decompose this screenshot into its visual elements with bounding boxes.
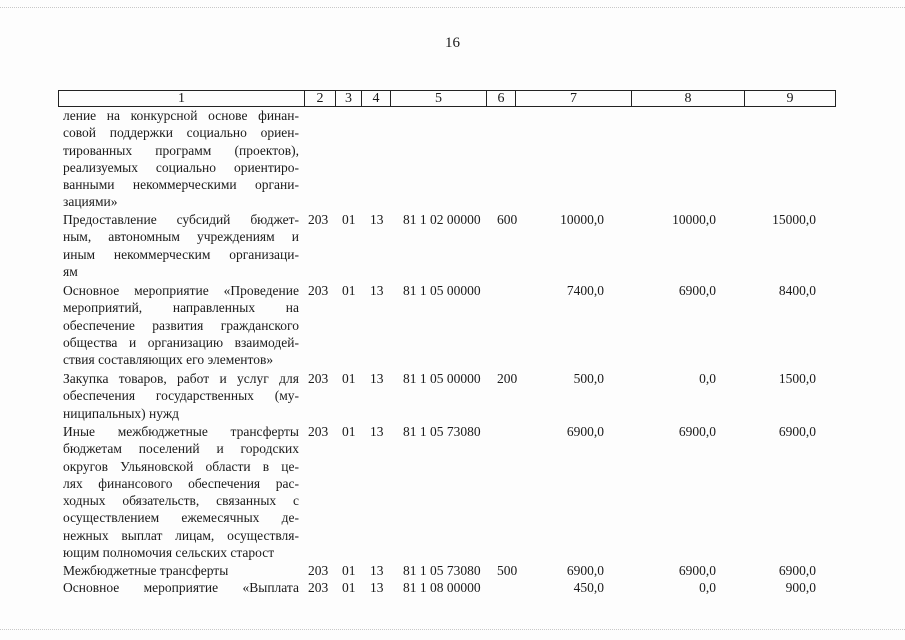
header-col-2: 2 bbox=[305, 91, 336, 107]
description-line: ным, автономным учреждениям и bbox=[63, 229, 299, 245]
header-col-7: 7 bbox=[516, 91, 632, 107]
cell-amount-col8: 6900,0 bbox=[678, 563, 716, 578]
description-line: ходных обязательств, связанных с bbox=[63, 493, 299, 509]
description-line: совой поддержки социально ориен- bbox=[63, 125, 299, 141]
description-line: бюджетам поселений и городских bbox=[63, 441, 299, 457]
cell-target-article: 81 1 05 00000 bbox=[403, 283, 481, 298]
header-col-1: 1 bbox=[59, 91, 305, 107]
cell-amount-col8: 6900,0 bbox=[678, 424, 716, 439]
description-line: тированных программ (проектов), bbox=[63, 142, 299, 158]
description-line: общества и организацию взаимодей- bbox=[63, 334, 299, 350]
header-col-6: 6 bbox=[487, 91, 516, 107]
description-line: Предоставление субсидий бюджет- bbox=[63, 212, 299, 227]
cell-amount-col7: 500,0 bbox=[573, 371, 604, 386]
description-line: округов Ульяновской области в це- bbox=[63, 458, 299, 474]
cell-subsection: 13 bbox=[370, 371, 384, 386]
cell-target-article: 81 1 08 00000 bbox=[403, 580, 481, 595]
header-col-8: 8 bbox=[632, 91, 745, 107]
header-col-5: 5 bbox=[391, 91, 487, 107]
row-description bbox=[63, 423, 299, 561]
cell-subsection: 13 bbox=[370, 563, 384, 578]
header-col-9: 9 bbox=[745, 91, 836, 107]
cell-amount-col7: 10000,0 bbox=[560, 212, 604, 227]
cell-amount-col8: 0,0 bbox=[699, 580, 716, 595]
row-description bbox=[63, 211, 299, 280]
description-line: ствия составляющих его элементов» bbox=[63, 352, 274, 368]
cell-section: 01 bbox=[342, 212, 356, 227]
cell-amount-col7: 7400,0 bbox=[566, 283, 604, 298]
row-description bbox=[63, 370, 299, 422]
description-line: ющим полномочия сельских старост bbox=[63, 545, 275, 561]
description-line: обеспечение развития гражданского bbox=[63, 317, 299, 333]
cell-target-article: 81 1 02 00000 bbox=[403, 212, 481, 227]
cell-section: 01 bbox=[342, 580, 356, 595]
description-line: Закупка товаров, работ и услуг для bbox=[63, 371, 299, 386]
column-header-row bbox=[58, 90, 836, 107]
row-description bbox=[63, 107, 299, 211]
description-line: осуществлением ежемесячных де- bbox=[63, 510, 299, 526]
description-line: ниципальных) нужд bbox=[63, 405, 180, 421]
cell-amount-col8: 10000,0 bbox=[672, 212, 716, 227]
cell-amount-col7: 450,0 bbox=[573, 580, 604, 595]
description-line: зациями» bbox=[63, 194, 118, 210]
cell-ministry-code: 203 bbox=[308, 424, 329, 439]
row-description bbox=[63, 562, 299, 579]
description-line: мероприятий, направленных на bbox=[63, 300, 299, 316]
cell-subsection: 13 bbox=[370, 212, 384, 227]
description-line: Основное мероприятие «Проведение bbox=[63, 283, 299, 298]
cell-ministry-code: 203 bbox=[308, 563, 329, 578]
description-line: обеспечения государственных (му- bbox=[63, 388, 299, 404]
cell-ministry-code: 203 bbox=[308, 212, 329, 227]
header-col-3: 3 bbox=[336, 91, 362, 107]
cell-amount-col9: 900,0 bbox=[785, 580, 816, 595]
row-description bbox=[63, 579, 299, 596]
description-line: Межбюджетные трансферты bbox=[63, 563, 229, 578]
cell-section: 01 bbox=[342, 371, 356, 386]
description-line: лях финансового обеспечения рас- bbox=[63, 475, 299, 491]
scan-edge-bottom bbox=[0, 629, 905, 632]
cell-amount-col7: 6900,0 bbox=[566, 424, 604, 439]
cell-amount-col7: 6900,0 bbox=[566, 563, 604, 578]
description-line: ванными некоммерческими органи- bbox=[63, 177, 299, 193]
header-col-4: 4 bbox=[362, 91, 391, 107]
cell-amount-col8: 6900,0 bbox=[678, 283, 716, 298]
cell-section: 01 bbox=[342, 563, 356, 578]
cell-subsection: 13 bbox=[370, 424, 384, 439]
cell-expense-type: 600 bbox=[497, 212, 518, 227]
page-number: 16 bbox=[445, 35, 460, 51]
cell-expense-type: 200 bbox=[497, 371, 518, 386]
row-description bbox=[63, 282, 299, 368]
description-line: реализуемых социально ориентиро- bbox=[63, 159, 299, 175]
cell-subsection: 13 bbox=[370, 580, 384, 595]
description-line: ям bbox=[63, 263, 78, 279]
cell-ministry-code: 203 bbox=[308, 371, 329, 386]
description-line: Основное мероприятие «Выплата bbox=[63, 580, 299, 595]
scan-edge-top bbox=[0, 7, 905, 10]
cell-expense-type: 500 bbox=[497, 563, 518, 578]
cell-amount-col8: 0,0 bbox=[699, 371, 716, 386]
cell-section: 01 bbox=[342, 283, 356, 298]
cell-amount-col9: 6900,0 bbox=[778, 424, 816, 439]
cell-target-article: 81 1 05 73080 bbox=[403, 424, 481, 439]
cell-section: 01 bbox=[342, 424, 356, 439]
description-line: нежных выплат лицам, осуществля- bbox=[63, 527, 299, 543]
description-line: ление на конкурсной основе финан- bbox=[63, 108, 299, 123]
cell-amount-col9: 15000,0 bbox=[772, 212, 816, 227]
description-line: иным некоммерческим организаци- bbox=[63, 246, 299, 262]
cell-ministry-code: 203 bbox=[308, 283, 329, 298]
cell-amount-col9: 8400,0 bbox=[778, 283, 816, 298]
cell-target-article: 81 1 05 00000 bbox=[403, 371, 481, 386]
description-line: Иные межбюджетные трансферты bbox=[63, 424, 299, 439]
cell-ministry-code: 203 bbox=[308, 580, 329, 595]
cell-amount-col9: 1500,0 bbox=[778, 371, 816, 386]
cell-subsection: 13 bbox=[370, 283, 384, 298]
cell-amount-col9: 6900,0 bbox=[778, 563, 816, 578]
cell-target-article: 81 1 05 73080 bbox=[403, 563, 481, 578]
